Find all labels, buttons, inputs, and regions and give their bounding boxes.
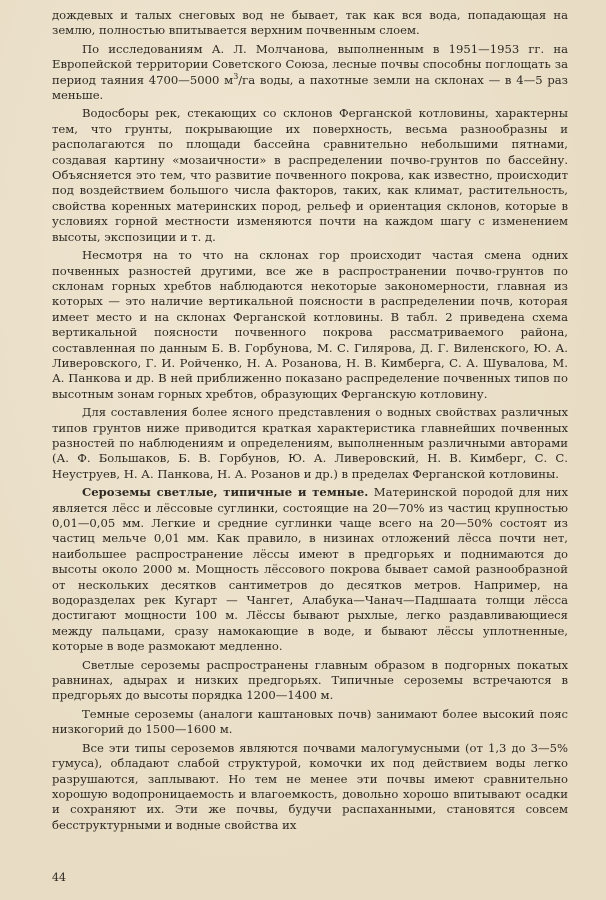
paragraph-2-text-before: По исследованиям А. Л. Молчанова, выполненным в 1951—1953 гг. на Европейской территории Советского Союза, лесные почвы способны поглощать за период таяния 4700—5000 м <box>52 41 568 87</box>
paragraph-1 <box>52 8 568 39</box>
paragraph-7 <box>52 658 568 704</box>
paragraph-5 <box>52 405 568 482</box>
paragraph-3-text: Водосборы рек, стекающих со склонов Ферганской котловины, характерны тем, что грунты, покрывающие их поверхность, весьма разнообразны и располагаются по площади бассейна сравнительно небольшими пятнами, создавая картину «мозаичности» в распределении почво-грунтов по бассейну. Объясняется это тем, что развитие почвенного покрова, как известно, происходит под воздействием большого числа факторов, таких, как климат, растительность, свойства коренных материнских пород, рельеф и ориентация склонов, которые в условиях горной местности изменяются почти на каждом шагу с изменением высоты, экспозиции и т. д. <box>52 106 568 244</box>
paragraph-8-text: Темные сероземы (аналоги каштановых почв) занимают более высокий пояс низкогорий до 1500—1600 м. <box>52 706 568 737</box>
paragraph-9-text: Все эти типы сероземов являются почвами малогумусными (от 1,3 до 3—5% гумуса), обладают слабой структурой, комочки их под действием воды легко разрушаются, заплывают. Но тем не менее эти почвы имеют сравнительно хорошую водопроницаемость и влагоемкость, довольно хорошо впитывают осадки и сохраняют их. Эти же почвы, будучи распаханными, становятся совсем бесструктурными и водные свойства их <box>52 740 568 832</box>
paragraph-1-text: дождевых и талых снеговых вод не бывает, так как вся вода, попадающая на землю, полностью впитывается верхним почвенным слоем. <box>52 8 568 38</box>
paragraph-2-text-after: /га воды, а пахотные земли на склонах — в 4—5 раз меньше. <box>52 72 568 103</box>
paragraph-2 <box>52 42 568 104</box>
paragraph-4 <box>52 248 568 402</box>
paragraph-8 <box>52 707 568 738</box>
page-number: 44 <box>52 871 66 884</box>
paragraph-9 <box>52 741 568 833</box>
paragraph-7-text: Светлые сероземы распространены главным образом в подгорных покатых равнинах, адырах и низких предгорьях. Типичные сероземы встречаются в предгорьях до высоты порядка 1200—1400 м. <box>52 657 568 703</box>
paragraph-6 <box>52 485 568 654</box>
paragraph-6-text: Материнской породой для них является лёсс и лёссовые суглинки, состоящие на 20—70% из частиц крупностью 0,01—0,05 мм. Легкие и средние суглинки чаще всего на 20—50% состоят из частиц мельче 0,01 мм. Как правило, в низинах отложений лёсса почти нет, наибольшее распространение лёссы имеют в предгорьях и поднимаются до высоты около 2000 м. Мощность лёссового покрова бывает самой разнообразной от нескольких десятков сантиметров до десятков метров. Например, на водоразделах рек Кугарт — Чангет, Алабука—Чанач—Падшаата толщи лёсса достигают мощности 100 м. Лёссы бывают рыхлые, легко раздавливающиеся между пальцами, сразу намокающие в воде, и бывают лёссы уплотненные, которые в воде размокают медленно. <box>52 485 569 654</box>
paragraph-4-text: Несмотря на то что на склонах гор происходит частая смена одних почвенных разностей другими, все же в распространении почво-грунтов по склонам горных хребтов наблюдаются некоторые закономерности, главная из которых — это наличие вертикальной поясности в распределении почв, которая имеет место и на склонах Ферганской котловины. В табл. 2 приведена схема вертикальной поясности почвенного покрова рассматриваемого района, составленная по данным Б. В. Горбунова, М. С. Гилярова, Д. Г. Виленского, Ю. А. Ливеровского, Г. И. Ройченко, Н. А. Розанова, Н. В. Кимберга, С. А. Шувалова, М. А. Панкова и др. В ней приближенно показано распределение почвенных типов по высотным зонам горных хребтов, образующих Ферганскую котловину. <box>52 248 568 401</box>
superscript-3: 3 <box>233 71 239 81</box>
paragraph-5-text: Для составления более ясного представления о водных свойствах различных типов грунтов ниже приводится краткая характеристика главнейших почвенных разностей по наблюдениям и определениям, выполненным различными авторами (А. Ф. Большаков, Б. В. Горбунов, Ю. А. Ливеровский, Н. В. Кимберг, С. С. Неуструев, Н. А. Панкова, Н. А. Розанов и др.) в пределах Ферганской котловины. <box>52 405 568 481</box>
paragraph-3 <box>52 106 568 245</box>
page-text <box>52 8 568 833</box>
section-heading-serozems: Сероземы светлые, типичные и темные. <box>82 485 369 500</box>
